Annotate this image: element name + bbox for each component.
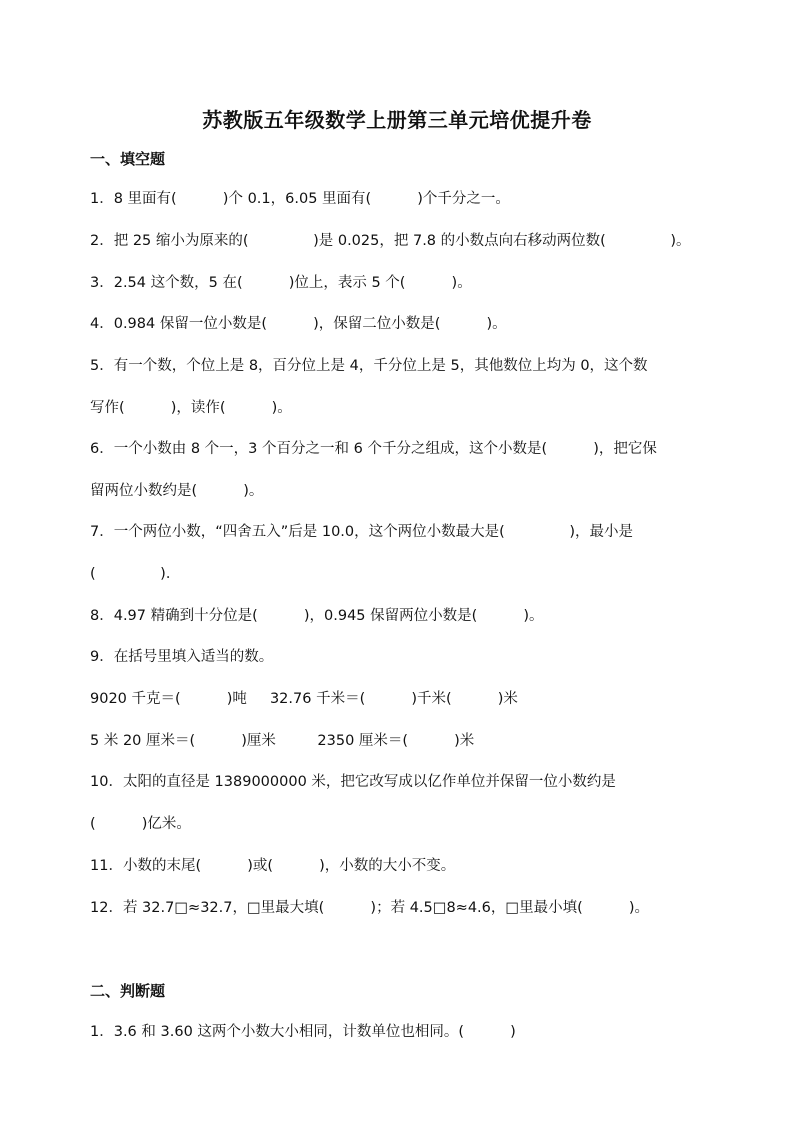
question-line: 2．把 25 缩小为原来的( )是 0.025，把 7.8 的小数点向右移动两位数( )。: [90, 233, 691, 249]
question-line: 写作( )，读作( )。: [90, 400, 292, 416]
question-line: 1．3.6 和 3.60 这两个小数大小相同，计数单位也相同。( ): [90, 1024, 516, 1040]
section-heading-true-false: 二、判断题: [90, 982, 166, 1000]
question-line: 11．小数的末尾( )或( )，小数的大小不变。: [90, 858, 456, 874]
question-line: ( )亿米。: [90, 816, 191, 832]
question-line: 10．太阳的直径是 1389000000 米，把它改写成以亿作单位并保留一位小数约是: [90, 774, 616, 790]
question-line: 5．有一个数，个位上是 8，百分位上是 4，千分位上是 5，其他数位上均为 0，这个数: [90, 358, 648, 374]
question-line: 7．一个两位小数，“四舍五入”后是 10.0，这个两位小数最大是( )，最小是: [90, 524, 633, 540]
question-line: 12．若 32.7□≈32.7，□里最大填( )；若 4.5□8≈4.6，□里最小填( )。: [90, 900, 649, 916]
question-line: 9．在括号里填入适当的数。: [90, 649, 274, 665]
question-line: 留两位小数约是( )。: [90, 483, 264, 499]
question-line: 9020 千克＝( )吨 32.76 千米＝( )千米( )米: [90, 691, 518, 707]
section-heading-fill-in: 一、填空题: [90, 150, 166, 168]
question-line: 5 米 20 厘米＝( )厘米 2350 厘米＝( )米: [90, 733, 475, 749]
question-line: 3．2.54 这个数，5 在( )位上，表示 5 个( )。: [90, 275, 472, 291]
question-line: 4．0.984 保留一位小数是( )，保留二位小数是( )。: [90, 316, 507, 332]
question-line: 1．8 里面有( )个 0.1，6.05 里面有( )个千分之一。: [90, 191, 510, 207]
question-line: 6．一个小数由 8 个一，3 个百分之一和 6 个千分之组成，这个小数是( )，把它保: [90, 441, 657, 457]
page-title: 苏教版五年级数学上册第三单元培优提升卷: [202, 108, 592, 132]
question-line: ( )．: [90, 566, 181, 582]
question-line: 8．4.97 精确到十分位是( )，0.945 保留两位小数是( )。: [90, 608, 544, 624]
